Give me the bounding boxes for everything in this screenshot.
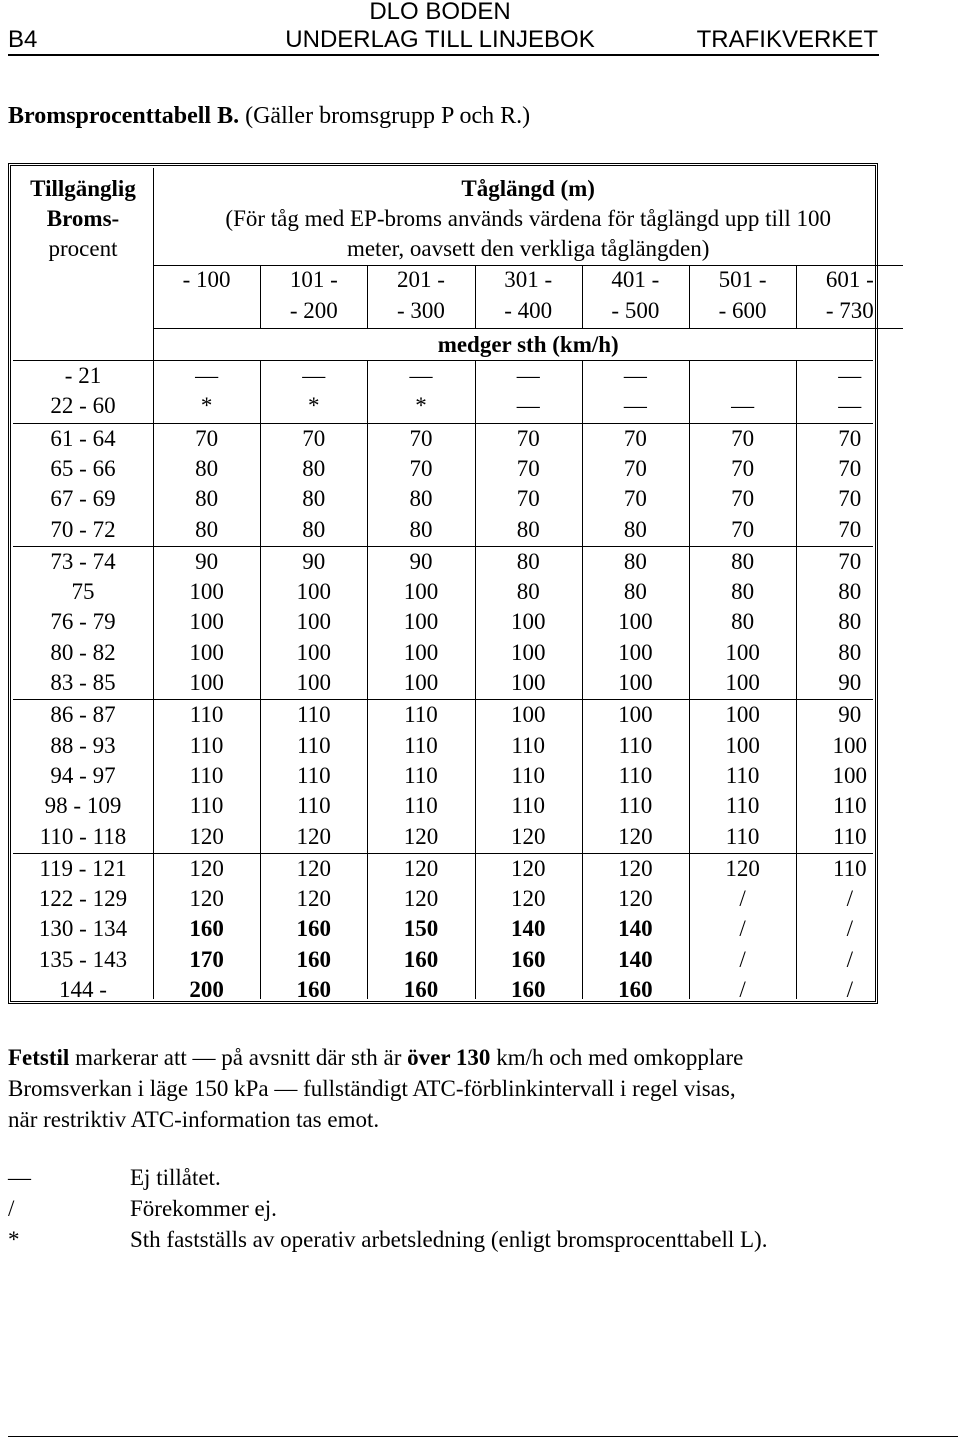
table-cell: — bbox=[302, 363, 326, 388]
row-label: 98 - 109 bbox=[44, 793, 122, 819]
table-cell: 110 bbox=[618, 732, 653, 758]
table-cell: 110 bbox=[296, 732, 331, 758]
table-cell: 120 bbox=[510, 886, 546, 912]
table-cell: 120 bbox=[189, 855, 224, 881]
row-label: 22 - 60 bbox=[50, 393, 116, 419]
table-cell: / bbox=[739, 946, 746, 972]
row-label: 130 - 134 bbox=[38, 916, 128, 942]
table-cell: — bbox=[623, 393, 647, 419]
table-column-divider bbox=[689, 265, 690, 329]
table-cell: 160 bbox=[403, 946, 439, 972]
table-cell: — bbox=[409, 363, 433, 388]
table-rule bbox=[153, 265, 903, 266]
table-cell: 100 bbox=[296, 609, 332, 635]
note-paragraph bbox=[8, 1042, 908, 1135]
table-cell: 100 bbox=[189, 609, 224, 635]
column-header-bottom: - 600 bbox=[718, 298, 767, 323]
header-publisher: TRAFIKVERKET bbox=[696, 26, 878, 53]
table-cell: 70 bbox=[516, 486, 540, 512]
table-cell: 70 bbox=[838, 425, 862, 451]
table-cell: — bbox=[516, 363, 540, 388]
row-label: 67 - 69 bbox=[50, 486, 116, 512]
table-cell: 100 bbox=[832, 762, 868, 788]
title-rest: (Gäller bromsgrupp P och R.) bbox=[245, 103, 531, 129]
table-cell: 70 bbox=[731, 455, 755, 481]
table-column-divider bbox=[367, 265, 368, 329]
table-cell: / bbox=[846, 977, 853, 1002]
table-cell: 90 bbox=[409, 548, 433, 574]
table-column-divider bbox=[796, 265, 797, 329]
table-cell: 80 bbox=[623, 516, 647, 542]
table-cell: 110 bbox=[832, 823, 867, 849]
row-label: 94 - 97 bbox=[50, 762, 116, 788]
footer-divider bbox=[8, 1436, 958, 1437]
table-cell: 110 bbox=[296, 762, 331, 788]
row-label: 73 - 74 bbox=[50, 548, 116, 574]
table-cell: 110 bbox=[725, 793, 760, 819]
table-cell: 80 bbox=[195, 486, 219, 512]
table-cell: 80 bbox=[838, 579, 862, 605]
table-cell: — bbox=[623, 363, 647, 388]
table-cell: 100 bbox=[618, 609, 653, 635]
table-column-divider bbox=[367, 360, 368, 999]
table-cell: 110 bbox=[618, 793, 653, 819]
table-cell: 70 bbox=[623, 486, 647, 512]
table-cell: 80 bbox=[838, 609, 862, 635]
header-document-title: UNDERLAG TILL LINJEBOK bbox=[285, 26, 595, 53]
row-label: 61 - 64 bbox=[50, 425, 116, 451]
table-cell: 70 bbox=[623, 425, 647, 451]
table-cell: 160 bbox=[296, 977, 332, 1002]
header-org: DLO BODEN bbox=[369, 0, 511, 25]
group-header-line-1: (För tåg med EP-broms används värdena för tåglängd upp till 100 bbox=[225, 206, 831, 231]
table-cell: 90 bbox=[302, 548, 326, 574]
table-cell: 100 bbox=[510, 639, 546, 665]
row-label: 65 - 66 bbox=[50, 455, 116, 481]
table-cell: 100 bbox=[403, 579, 439, 605]
table-cell: 80 bbox=[623, 548, 647, 574]
table-cell: 90 bbox=[838, 702, 862, 728]
column-header-top: 201 - bbox=[397, 267, 445, 292]
table-cell: 100 bbox=[403, 639, 439, 665]
table-cell: 100 bbox=[189, 670, 224, 695]
table-cell: 120 bbox=[510, 823, 546, 849]
column-header-top: - 100 bbox=[182, 267, 231, 292]
legend-text-not-allowed: Ej tillåtet. bbox=[130, 1165, 221, 1190]
table-cell: 160 bbox=[189, 916, 224, 942]
table-cell: * bbox=[308, 393, 320, 419]
table-cell: 110 bbox=[511, 793, 546, 819]
table-cell: / bbox=[846, 946, 853, 972]
table-cell: 80 bbox=[302, 455, 326, 481]
column-header-top: 301 - bbox=[504, 267, 553, 292]
column-header-top: 601 - bbox=[825, 267, 874, 292]
table-cell: 100 bbox=[725, 732, 760, 758]
table-cell: 120 bbox=[403, 855, 439, 881]
table-cell: 100 bbox=[403, 670, 439, 695]
row-label: 70 - 72 bbox=[50, 516, 116, 542]
table-cell: / bbox=[846, 886, 853, 912]
table-cell: 70 bbox=[838, 486, 862, 512]
table-cell: 70 bbox=[838, 548, 862, 574]
table-cell: 100 bbox=[832, 732, 868, 758]
table-cell: 120 bbox=[618, 886, 653, 912]
table-rule bbox=[13, 423, 873, 424]
brake-percentage-table bbox=[8, 163, 878, 1004]
table-cell: 160 bbox=[510, 946, 546, 972]
table-column-divider bbox=[153, 168, 154, 999]
table-cell: 110 bbox=[511, 732, 546, 758]
table-cell: 80 bbox=[731, 548, 755, 574]
row-label: 135 - 143 bbox=[38, 946, 128, 972]
table-cell: 80 bbox=[195, 516, 219, 542]
note-line-3: när restriktiv ATC-information tas emot. bbox=[8, 1107, 380, 1132]
table-column-divider bbox=[582, 360, 583, 999]
table-rule bbox=[13, 546, 873, 547]
title-bold: Bromsprocenttabell B. bbox=[8, 103, 240, 129]
table-cell: 110 bbox=[725, 823, 760, 849]
table-cell: 100 bbox=[296, 670, 332, 695]
table-cell: 120 bbox=[618, 855, 653, 881]
column-header-top: 501 - bbox=[718, 267, 767, 292]
table-cell: 120 bbox=[189, 823, 224, 849]
table-cell: 70 bbox=[409, 455, 433, 481]
legend-symbol-not-allowed: — bbox=[8, 1165, 31, 1190]
table-cell: 70 bbox=[731, 486, 755, 512]
table-cell: 100 bbox=[618, 639, 653, 665]
table-cell: 80 bbox=[516, 579, 540, 605]
table-cell: 100 bbox=[725, 639, 760, 665]
table-cell: 110 bbox=[404, 793, 438, 819]
table-cell: 70 bbox=[731, 516, 755, 542]
table-cell: 100 bbox=[510, 609, 546, 635]
table-rule bbox=[13, 853, 873, 854]
note-line-2: Bromsverkan i läge 150 kPa — fullständigt ATC-förblinkintervall i regel visas, bbox=[8, 1076, 736, 1101]
table-cell: 140 bbox=[618, 916, 653, 942]
legend-text-not-occurring: Förekommer ej. bbox=[130, 1196, 277, 1221]
table-cell: 110 bbox=[296, 702, 331, 728]
row-label: 76 - 79 bbox=[50, 609, 116, 635]
table-column-divider bbox=[260, 265, 261, 329]
table-cell: / bbox=[739, 977, 746, 1002]
table-cell: 80 bbox=[409, 516, 433, 542]
table-cell: 70 bbox=[516, 455, 540, 481]
table-cell: / bbox=[739, 886, 746, 912]
table-cell: 100 bbox=[403, 609, 439, 635]
table-cell: 110 bbox=[404, 732, 438, 758]
table-cell: 110 bbox=[618, 762, 653, 788]
legend-symbol-not-occurring: / bbox=[8, 1196, 15, 1221]
column-header-bottom: - 300 bbox=[397, 298, 445, 323]
table-column-divider bbox=[475, 360, 476, 999]
table-cell: 100 bbox=[510, 702, 546, 728]
table-cell: 80 bbox=[409, 486, 433, 512]
table-cell: 70 bbox=[838, 516, 862, 542]
table-cell: 80 bbox=[195, 455, 219, 481]
table-cell: 140 bbox=[510, 916, 546, 942]
table-cell: 110 bbox=[511, 762, 546, 788]
table-cell: — bbox=[516, 393, 540, 419]
table-cell: 110 bbox=[404, 762, 438, 788]
table-cell: 70 bbox=[516, 425, 540, 451]
table-cell: 70 bbox=[731, 425, 755, 451]
table-cell: 110 bbox=[832, 855, 867, 881]
table-cell: — bbox=[838, 363, 862, 388]
note-line-1 bbox=[8, 1042, 908, 1073]
first-col-header-line: Tillgänglig bbox=[30, 176, 136, 201]
table-cell: 80 bbox=[302, 486, 326, 512]
column-header-top: 401 - bbox=[611, 267, 660, 292]
table-cell: 70 bbox=[838, 455, 862, 481]
table-cell: 70 bbox=[302, 425, 326, 451]
first-col-header-line: Broms- bbox=[46, 206, 120, 231]
table-cell: 120 bbox=[296, 823, 332, 849]
column-header-bottom: - 500 bbox=[611, 298, 660, 323]
table-cell: 70 bbox=[195, 425, 219, 451]
table-cell: 70 bbox=[623, 455, 647, 481]
table-cell: 80 bbox=[731, 609, 755, 635]
table-cell: 160 bbox=[296, 946, 332, 972]
group-header-title: Tåglängd (m) bbox=[461, 176, 595, 201]
table-cell: 120 bbox=[296, 855, 332, 881]
table-cell: 90 bbox=[838, 670, 862, 695]
row-label: 119 - 121 bbox=[39, 855, 127, 881]
table-cell: 110 bbox=[189, 793, 224, 819]
table-column-divider bbox=[260, 360, 261, 999]
table-cell: 70 bbox=[409, 425, 433, 451]
table-cell: 100 bbox=[296, 639, 332, 665]
row-label: - 21 bbox=[64, 363, 102, 388]
table-cell: 110 bbox=[189, 732, 224, 758]
table-cell: / bbox=[846, 916, 853, 942]
table-cell: 80 bbox=[516, 516, 540, 542]
group-header-line-2: meter, oavsett den verkliga tåglängden) bbox=[346, 236, 710, 261]
table-cell: 100 bbox=[725, 670, 760, 695]
row-label: 110 - 118 bbox=[39, 823, 127, 849]
row-label: 83 - 85 bbox=[50, 670, 116, 695]
row-label: 122 - 129 bbox=[38, 886, 128, 912]
table-column-divider bbox=[475, 265, 476, 329]
table-cell: 100 bbox=[296, 579, 332, 605]
table-cell: * bbox=[415, 393, 427, 419]
table-cell: 80 bbox=[731, 579, 755, 605]
row-label: 86 - 87 bbox=[50, 702, 116, 728]
table-cell: 110 bbox=[832, 793, 867, 819]
header-page-id: B4 bbox=[8, 26, 38, 53]
table-cell: 160 bbox=[403, 977, 439, 1002]
first-col-header-line: procent bbox=[48, 236, 118, 261]
table-cell: 120 bbox=[296, 886, 332, 912]
table-cell: 100 bbox=[189, 639, 224, 665]
row-label: 80 - 82 bbox=[50, 639, 116, 665]
note-bold-1: Fetstil bbox=[8, 1045, 70, 1070]
table-cell: 120 bbox=[403, 823, 439, 849]
table-rule bbox=[13, 360, 873, 361]
page-title bbox=[8, 101, 530, 131]
table-column-divider bbox=[582, 265, 583, 329]
table-cell: 100 bbox=[510, 670, 546, 695]
table-cell: 80 bbox=[838, 639, 862, 665]
table-cell: 100 bbox=[618, 670, 653, 695]
table-column-divider bbox=[689, 360, 690, 999]
table-cell: 110 bbox=[189, 762, 224, 788]
table-grid bbox=[13, 168, 874, 1002]
table-column-divider bbox=[796, 360, 797, 999]
table-cell: 100 bbox=[618, 702, 653, 728]
column-header-bottom: - 730 bbox=[825, 298, 874, 323]
table-cell: 120 bbox=[403, 886, 439, 912]
note-text-2: km/h och med omkopplare bbox=[490, 1045, 744, 1070]
table-cell: 110 bbox=[189, 702, 224, 728]
row-label: 88 - 93 bbox=[50, 732, 116, 758]
table-cell: 140 bbox=[618, 946, 653, 972]
table-rule bbox=[153, 328, 903, 329]
table-cell: 120 bbox=[725, 855, 760, 881]
table-cell: — bbox=[838, 393, 862, 419]
table-cell: 100 bbox=[725, 702, 760, 728]
table-cell: 90 bbox=[195, 548, 219, 574]
table-cell: 160 bbox=[510, 977, 546, 1002]
table-cell: — bbox=[195, 363, 219, 388]
table-cell: * bbox=[200, 393, 213, 419]
table-cell: 120 bbox=[510, 855, 546, 881]
legend-text-operative: Sth fastställs av operativ arbetsledning (enligt bromsprocenttabell L). bbox=[130, 1227, 768, 1252]
header-divider bbox=[8, 54, 879, 56]
table-cell: 200 bbox=[189, 977, 224, 1002]
table-rule bbox=[13, 699, 873, 700]
table-cell: / bbox=[739, 916, 746, 942]
table-cell: 110 bbox=[725, 762, 760, 788]
table-cell: 100 bbox=[189, 579, 224, 605]
row-label: 75 bbox=[71, 579, 95, 605]
column-header-bottom: - 200 bbox=[289, 298, 338, 323]
table-cell: 120 bbox=[189, 886, 224, 912]
table-cell: 120 bbox=[618, 823, 653, 849]
note-text-1: markerar att — på avsnitt där sth är bbox=[69, 1045, 408, 1070]
table-cell: — bbox=[731, 393, 755, 419]
table-cell: 80 bbox=[302, 516, 326, 542]
row-label: 144 - bbox=[59, 977, 107, 1002]
note-bold-2: över 130 bbox=[407, 1045, 491, 1070]
table-cell: 170 bbox=[189, 946, 224, 972]
table-cell: 110 bbox=[404, 702, 438, 728]
table-cell: 80 bbox=[516, 548, 540, 574]
table-cell: 110 bbox=[296, 793, 331, 819]
table-cell: 160 bbox=[618, 977, 653, 1002]
column-header-top: 101 - bbox=[289, 267, 338, 292]
column-header-bottom: - 400 bbox=[504, 298, 553, 323]
table-cell: 150 bbox=[403, 916, 439, 942]
table-cell: 160 bbox=[296, 916, 332, 942]
table-cell: 80 bbox=[623, 579, 647, 605]
legend-symbol-operative: * bbox=[8, 1227, 20, 1252]
sub-header: medger sth (km/h) bbox=[437, 332, 619, 357]
